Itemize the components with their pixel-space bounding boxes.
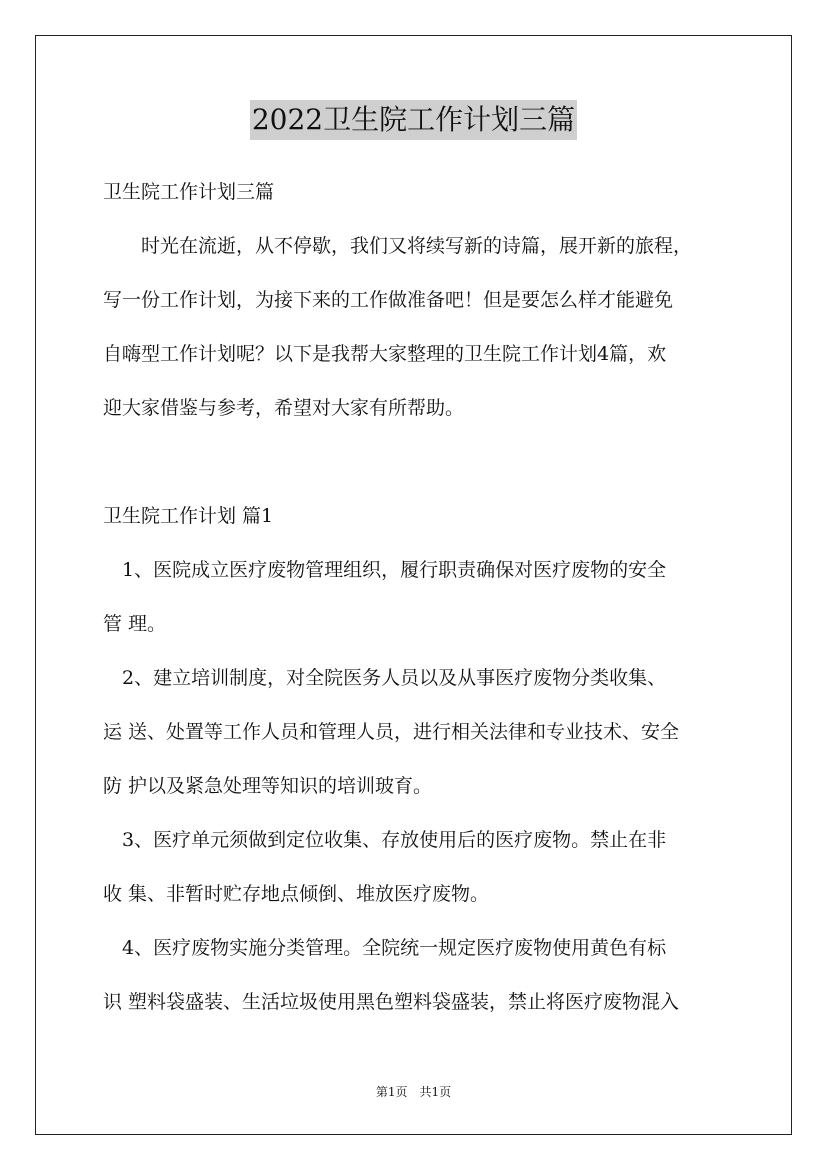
paragraph-line: 迎大家借鉴与参考，希望对大家有所帮助。 <box>103 397 465 419</box>
paragraph-line: 时光在流逝，从不停歇，我们又将续写新的诗篇，展开新的旅程， <box>103 235 693 257</box>
document-title: 2022卫生院工作计划三篇 <box>250 100 577 140</box>
paragraph-line: 防 护以及紧急处理等知识的培训玻育。 <box>103 775 433 797</box>
paragraph-line: 收 集、非暂时贮存地点倾倒、堆放医疗废物。 <box>103 883 490 905</box>
paragraph-line: 1、医院成立医疗废物管理组织，履行职责确保对医疗废物的安全 <box>103 559 667 581</box>
paragraph-line: 3、医疗单元须做到定位收集、存放使用后的医疗废物。禁止在非 <box>103 829 667 851</box>
paragraph-line: 自嗨型工作计划呢？以下是我帮大家整理的卫生院工作计划4篇，欢 <box>103 343 667 365</box>
paragraph-line: 4、医疗废物实施分类管理。全院统一规定医疗废物使用黄色有标 <box>103 937 667 959</box>
section-heading: 卫生院工作计划 篇1 <box>103 505 274 527</box>
page-footer: 第1页 共1页 <box>375 1085 452 1099</box>
subtitle-line: 卫生院工作计划三篇 <box>103 181 275 203</box>
paragraph-line: 识 塑料袋盛装、生活垃圾使用黑色塑料袋盛装，禁止将医疗废物混入 <box>103 991 680 1013</box>
paragraph-line: 管 理。 <box>103 613 167 635</box>
paragraph-line: 2、建立培训制度，对全院医务人员以及从事医疗废物分类收集、 <box>103 667 667 689</box>
title-area <box>0 100 827 140</box>
paragraph-line: 运 送、处置等工作人员和管理人员，进行相关法律和专业技术、安全 <box>103 721 680 743</box>
paragraph-line: 写一份工作计划，为接下来的工作做准备吧！但是要怎么样才能避免 <box>103 289 674 311</box>
